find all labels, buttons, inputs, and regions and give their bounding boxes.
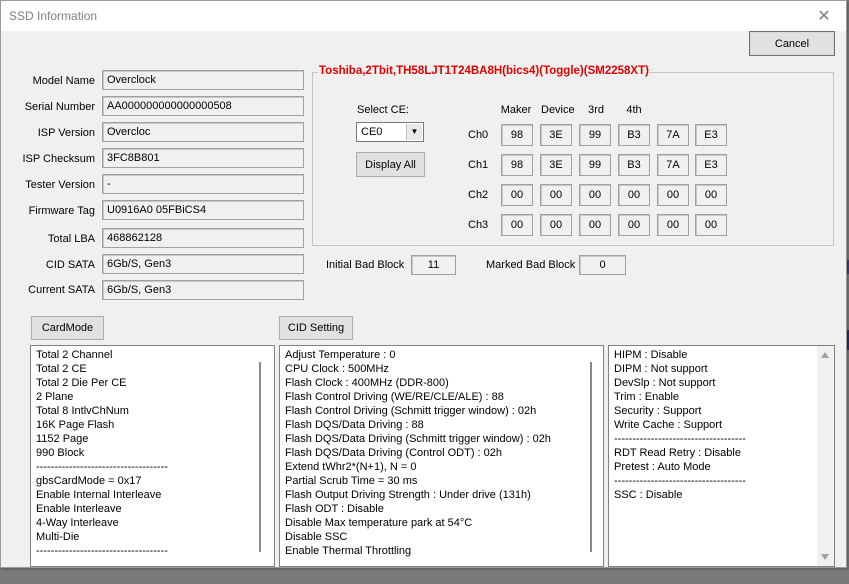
card-mode-line: ------------------------------------ — [36, 545, 168, 557]
isp-checksum-field: 3FC8B801 — [102, 148, 304, 168]
cid-setting-line: Flash Clock : 400MHz (DDR-800) — [285, 377, 449, 389]
card-mode-line: Total 2 CE — [36, 363, 87, 375]
cid-setting-scrollbar[interactable] — [590, 362, 592, 552]
cid-setting-line: Adjust Temperature : 0 — [285, 349, 396, 361]
feature-line: ------------------------------------ — [614, 433, 746, 445]
isp-version-label: ISP Version — [37, 127, 95, 139]
nand-id-cell: 00 — [695, 214, 727, 236]
tester-version-field: - — [102, 174, 304, 194]
nand-id-cell: 98 — [501, 124, 533, 146]
feature-line: ------------------------------------ — [614, 475, 746, 487]
isp-version-field: Overcloc — [102, 122, 304, 142]
tester-version-label: Tester Version — [25, 179, 95, 191]
nand-column-header: Device — [541, 104, 575, 116]
feature-line: DevSlp : Not support — [614, 377, 716, 389]
cid-setting-line: Flash DQS/Data Driving : 88 — [285, 419, 424, 431]
card-mode-scrollbar[interactable] — [259, 362, 261, 552]
card-mode-line: Enable Internal Interleave — [36, 489, 162, 501]
window-title: SSD Information — [9, 9, 98, 23]
nand-id-cell: 00 — [540, 184, 572, 206]
channel-label: Ch1 — [468, 159, 489, 171]
card-mode-line: 4-Way Interleave — [36, 517, 119, 529]
card-mode-line: Total 2 Channel — [36, 349, 113, 361]
cid-setting-line: Partial Scrub Time = 30 ms — [285, 475, 418, 487]
firmware-tag-field: U0916A0 05FBiCS4 — [102, 200, 304, 220]
serial-number-field: AA000000000000000508 — [102, 96, 304, 116]
feature-line: RDT Read Retry : Disable — [614, 447, 741, 459]
card-mode-line: Enable Interleave — [36, 503, 122, 515]
nand-id-cell: 00 — [618, 214, 650, 236]
title-bar — [1, 1, 846, 31]
card-mode-line: 1152 Page — [36, 433, 89, 445]
marked-bad-block-label: Marked Bad Block — [486, 259, 576, 271]
cid-setting-line: Disable Max temperature park at 54°C — [285, 517, 473, 529]
card-mode-line: 16K Page Flash — [36, 419, 115, 431]
card-mode-line: Total 2 Die Per CE — [36, 377, 127, 389]
nand-id-cell: 00 — [579, 184, 611, 206]
nand-column-header: Maker — [500, 104, 532, 116]
nand-id-cell: 00 — [695, 184, 727, 206]
feature-line: Trim : Enable — [614, 391, 680, 403]
cid-setting-line: Enable Thermal Throttling — [285, 545, 412, 557]
firmware-tag-label: Firmware Tag — [28, 205, 95, 217]
model-name-label: Model Name — [32, 75, 95, 87]
serial-number-label: Serial Number — [24, 101, 95, 113]
nand-id-cell: 00 — [501, 214, 533, 236]
ce-select-value: CE0 — [361, 126, 383, 138]
features-list[interactable] — [608, 345, 835, 567]
card-mode-line: ------------------------------------ — [36, 461, 168, 473]
cid-setting-button[interactable]: CID Setting — [279, 316, 353, 340]
total-lba-field: 468862128 — [102, 228, 304, 248]
nand-column-header: 4th — [626, 104, 642, 116]
card-mode-list[interactable] — [30, 345, 275, 567]
nand-id-cell: 00 — [501, 184, 533, 206]
feature-line: Pretest : Auto Mode — [614, 461, 711, 473]
chevron-down-icon[interactable]: ▼ — [406, 124, 422, 140]
card-mode-button[interactable]: CardMode — [31, 316, 104, 340]
current-sata-field: 6Gb/S, Gen3 — [102, 280, 304, 300]
feature-line: DIPM : Not support — [614, 363, 708, 375]
scroll-down-icon[interactable] — [821, 554, 829, 560]
marked-bad-block-field: 0 — [579, 255, 626, 275]
model-name-field: Overclock — [102, 70, 304, 90]
feature-line: SSC : Disable — [614, 489, 683, 501]
ce-select-dropdown[interactable] — [356, 122, 424, 142]
cid-sata-field: 6Gb/S, Gen3 — [102, 254, 304, 274]
nand-id-cell: B3 — [618, 154, 650, 176]
feature-line: Write Cache : Support — [614, 419, 723, 431]
cid-setting-line: Flash Output Driving Strength : Under drive (131h) — [285, 489, 531, 501]
initial-bad-block-label: Initial Bad Block — [326, 259, 405, 271]
nand-id-cell: 7A — [657, 154, 689, 176]
total-lba-label: Total LBA — [47, 233, 95, 245]
cid-setting-line: Flash ODT : Disable — [285, 503, 384, 515]
nand-id-cell: 00 — [579, 214, 611, 236]
nand-id-cell: E3 — [695, 124, 727, 146]
nand-id-cell: E3 — [695, 154, 727, 176]
nand-column-header: 3rd — [588, 104, 604, 116]
card-mode-line: 990 Block — [36, 447, 85, 459]
nand-id-cell: 00 — [540, 214, 572, 236]
cid-setting-line: Disable SSC — [285, 531, 348, 543]
current-sata-label: Current SATA — [28, 284, 95, 296]
nand-id-cell: B3 — [618, 124, 650, 146]
channel-label: Ch2 — [468, 189, 489, 201]
feature-line: HIPM : Disable — [614, 349, 688, 361]
card-mode-line: gbsCardMode = 0x17 — [36, 475, 142, 487]
scroll-up-icon[interactable] — [821, 352, 829, 358]
card-mode-line: Multi-Die — [36, 531, 80, 543]
nand-id-cell: 99 — [579, 154, 611, 176]
initial-bad-block-field: 11 — [411, 255, 456, 275]
cid-setting-line: Flash Control Driving (WE/RE/CLE/ALE) : 88 — [285, 391, 504, 403]
nand-id-cell: 99 — [579, 124, 611, 146]
nand-flash-title: Toshiba,2Tbit,TH58LJT1T24BA8H(bics4)(Toggle)(SM2258XT) — [319, 65, 649, 77]
cid-setting-list[interactable] — [279, 345, 604, 567]
cancel-button[interactable]: Cancel — [749, 31, 835, 56]
nand-id-cell: 7A — [657, 124, 689, 146]
cid-setting-line: Flash DQS/Data Driving (Schmitt trigger window) : 02h — [285, 433, 551, 445]
select-ce-label: Select CE: — [357, 104, 409, 116]
cid-setting-line: CPU Clock : 500MHz — [285, 363, 389, 375]
card-mode-line: 2 Plane — [36, 391, 74, 403]
feature-line: Security : Support — [614, 405, 702, 417]
channel-label: Ch0 — [468, 129, 489, 141]
nand-id-cell: 98 — [501, 154, 533, 176]
cid-setting-line: Extend tWhr2*(N+1), N = 0 — [285, 461, 417, 473]
nand-id-cell: 3E — [540, 154, 572, 176]
nand-id-cell: 00 — [657, 184, 689, 206]
display-all-button[interactable]: Display All — [356, 152, 425, 177]
nand-id-cell: 00 — [657, 214, 689, 236]
cid-setting-line: Flash Control Driving (Schmitt trigger window) : 02h — [285, 405, 537, 417]
isp-checksum-label: ISP Checksum — [22, 153, 95, 165]
card-mode-line: Total 8 IntlvChNum — [36, 405, 129, 417]
cid-setting-line: Flash DQS/Data Driving (Control ODT) : 02h — [285, 447, 503, 459]
nand-id-cell: 3E — [540, 124, 572, 146]
features-scrollbar[interactable] — [817, 346, 834, 566]
nand-id-cell: 00 — [618, 184, 650, 206]
close-icon[interactable]: ✕ — [817, 8, 831, 25]
cid-sata-label: CID SATA — [45, 259, 95, 271]
channel-label: Ch3 — [468, 219, 489, 231]
